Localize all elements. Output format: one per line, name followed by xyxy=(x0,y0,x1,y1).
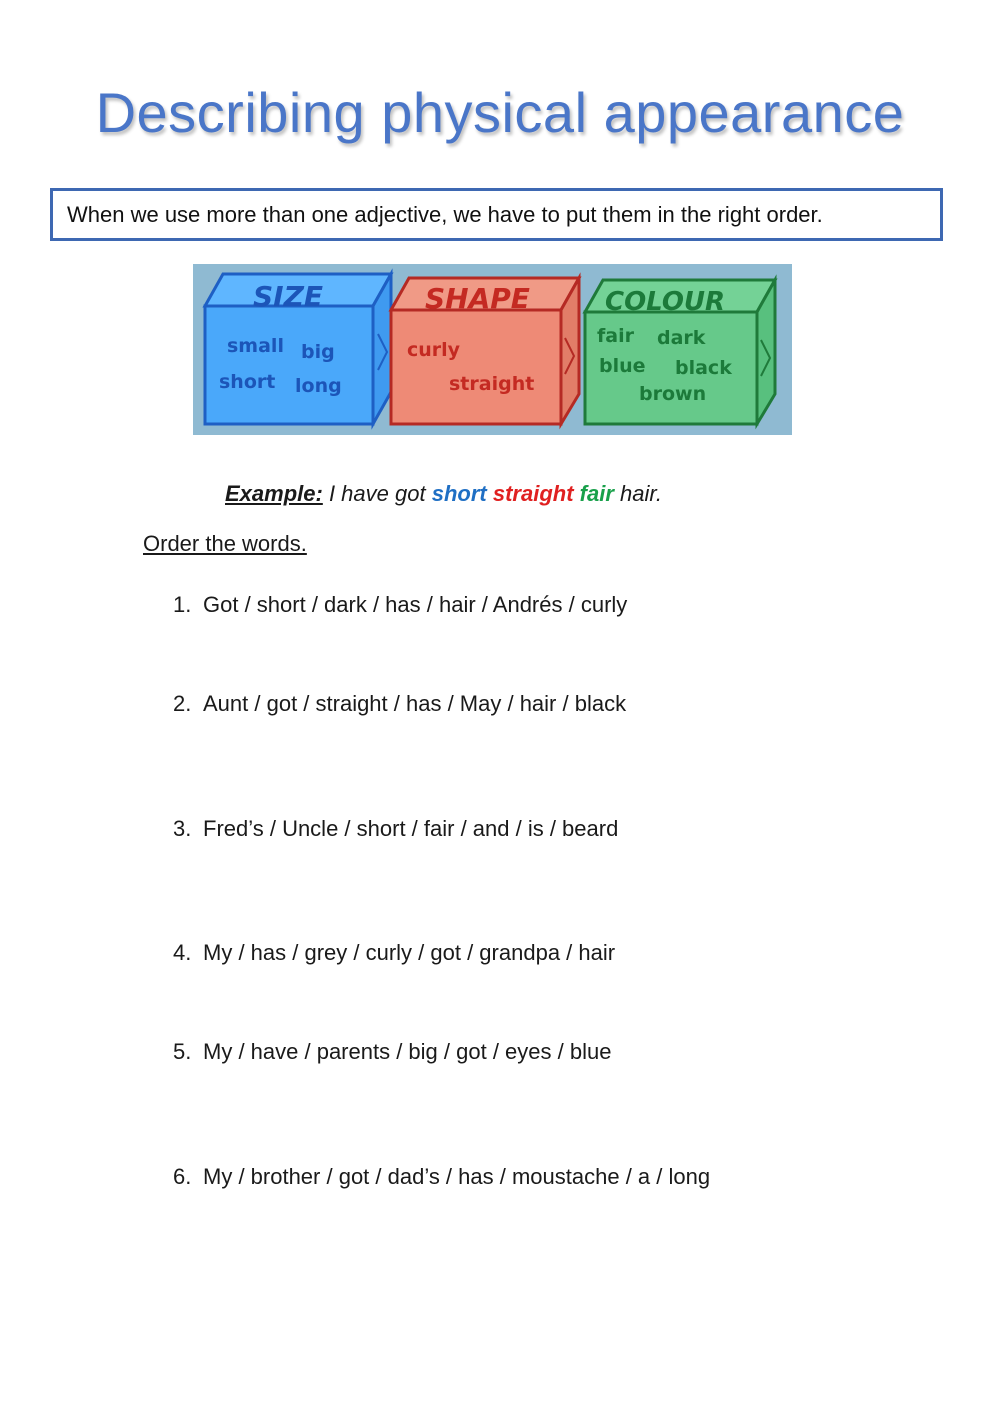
item-text: My / brother / got / dad’s / has / moustache / a / long xyxy=(203,1164,711,1189)
size-word: short xyxy=(219,371,276,393)
size-cube xyxy=(205,274,391,424)
example-colour-word: fair xyxy=(579,481,614,506)
example-label: Example: xyxy=(225,481,323,506)
size-label: SIZE xyxy=(253,280,324,313)
adjective-order-cubes xyxy=(193,264,792,435)
item-text: Fred’s / Uncle / short / fair / and / is / beard xyxy=(203,816,619,841)
colour-label: COLOUR xyxy=(605,287,726,317)
item-text: My / has / grey / curly / got / grandpa / hair xyxy=(203,940,616,965)
example-sentence xyxy=(225,481,662,507)
colour-word: brown xyxy=(639,383,707,405)
exercise-item xyxy=(173,1039,611,1065)
item-number: 3. xyxy=(173,816,192,841)
exercise-item xyxy=(173,940,615,966)
example-size-word: short xyxy=(431,481,487,506)
colour-word: black xyxy=(675,357,732,379)
item-text: My / have / parents / big / got / eyes / blue xyxy=(203,1039,612,1064)
page-title: Describing physical appearance xyxy=(95,81,905,144)
example-prefix: I have got xyxy=(328,481,426,506)
rule-text: When we use more than one adjective, we have to put them in the right order. xyxy=(67,201,823,227)
colour-word: dark xyxy=(657,327,706,349)
size-word: long xyxy=(295,375,342,397)
exercise-item xyxy=(173,816,618,842)
size-word: small xyxy=(227,335,284,357)
example-shape-word: straight xyxy=(492,481,574,506)
shape-word: straight xyxy=(449,373,535,395)
shape-cube xyxy=(391,278,579,424)
item-text: Aunt / got / straight / has / May / hair / black xyxy=(203,691,627,716)
instruction: Order the words. xyxy=(143,531,307,556)
size-word: big xyxy=(301,341,335,363)
item-number: 5. xyxy=(173,1039,192,1064)
exercise-item xyxy=(173,691,626,717)
shape-label: SHAPE xyxy=(425,282,530,315)
colour-cube xyxy=(585,280,775,424)
item-text: Got / short / dark / has / hair / Andrés / curly xyxy=(203,592,628,617)
item-number: 6. xyxy=(173,1164,192,1189)
cubes-illustration xyxy=(193,264,792,435)
colour-word: fair xyxy=(597,325,634,347)
example-suffix: hair. xyxy=(620,481,663,506)
item-number: 2. xyxy=(173,691,192,716)
shape-word: curly xyxy=(407,339,461,361)
colour-word: blue xyxy=(599,355,646,377)
item-number: 1. xyxy=(173,592,192,617)
rule-box xyxy=(50,188,943,241)
exercise-item xyxy=(173,592,627,618)
exercise-item xyxy=(173,1164,710,1190)
item-number: 4. xyxy=(173,940,192,965)
